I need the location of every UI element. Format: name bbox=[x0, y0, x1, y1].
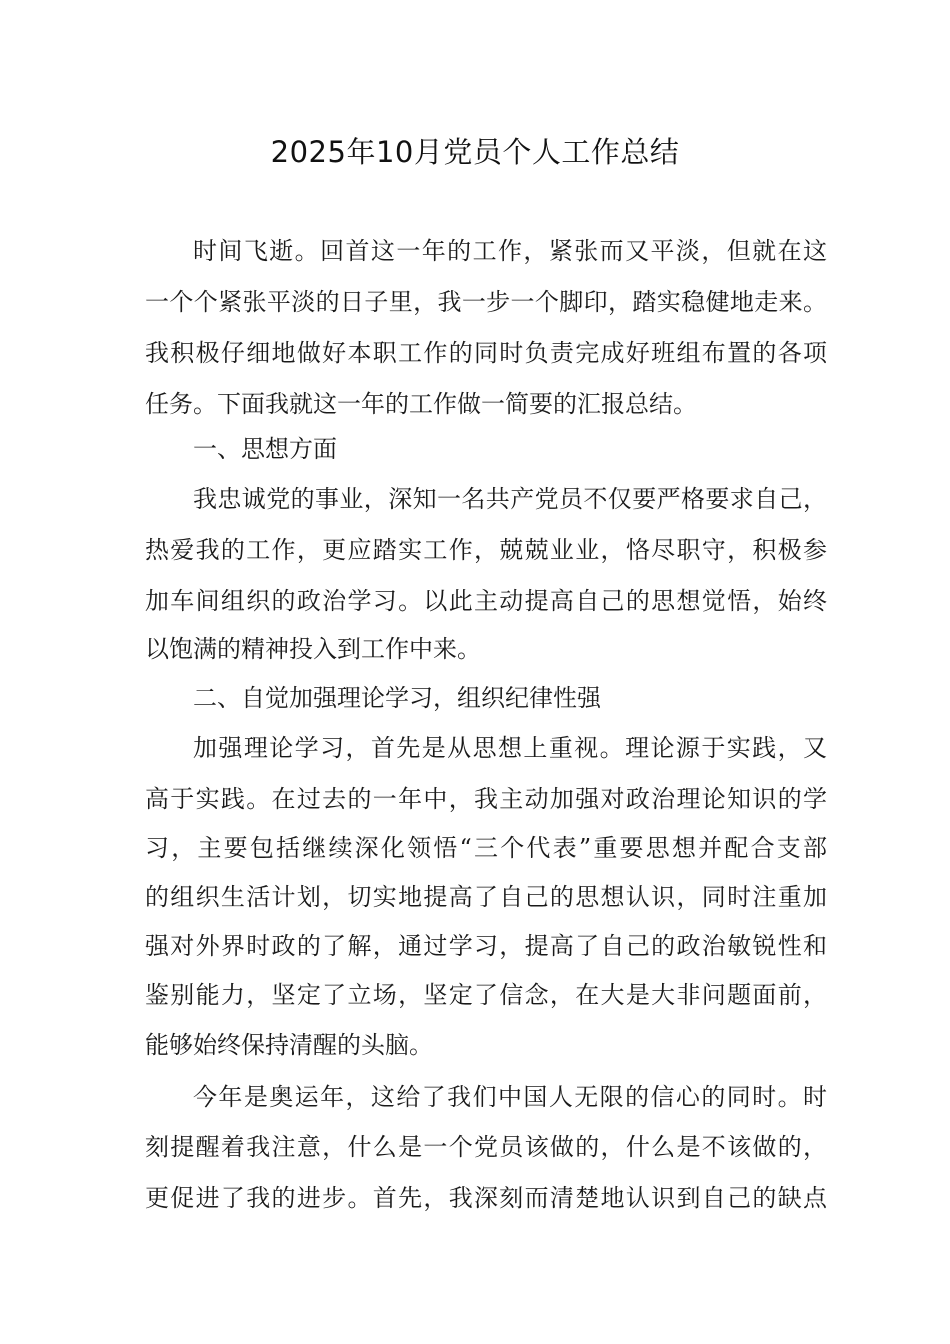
section-heading: 二、自觉加强理论学习，组织纪律性强 bbox=[193, 684, 601, 712]
body-line: 更促进了我的进步。首先，我深刻而清楚地认识到自己的缺点 bbox=[145, 1184, 827, 1212]
body-line: 的组织生活计划，切实地提高了自己的思想认识，同时注重加 bbox=[145, 883, 827, 911]
body-line: 任务。下面我就这一年的工作做一简要的汇报总结。 bbox=[145, 390, 697, 418]
section-heading: 一、思想方面 bbox=[193, 435, 337, 463]
body-line: 热爱我的工作，更应踏实工作，兢兢业业，恪尽职守，积极参 bbox=[145, 536, 827, 564]
body-line: 加车间组织的政治学习。以此主动提高自己的思想觉悟，始终 bbox=[145, 587, 827, 615]
body-line: 强对外界时政的了解，通过学习，提高了自己的政治敏锐性和 bbox=[145, 932, 827, 960]
document-title: 2025年10月党员个人工作总结 bbox=[270, 135, 680, 169]
body-line: 刻提醒着我注意，什么是一个党员该做的，什么是不该做的， bbox=[145, 1133, 827, 1161]
body-line: 能够始终保持清醒的头脑。 bbox=[145, 1031, 433, 1059]
body-line: 我积极仔细地做好本职工作的同时负责完成好班组布置的各项 bbox=[145, 339, 827, 367]
body-line: 习，主要包括继续深化领悟“三个代表”重要思想并配合支部 bbox=[145, 834, 827, 862]
body-line: 时间飞逝。回首这一年的工作，紧张而又平淡，但就在这 bbox=[193, 237, 827, 265]
body-line: 加强理论学习，首先是从思想上重视。理论源于实践，又 bbox=[193, 734, 827, 762]
body-line: 高于实践。在过去的一年中，我主动加强对政治理论知识的学 bbox=[145, 785, 827, 813]
body-line: 我忠诚党的事业，深知一名共产党员不仅要严格要求自己， bbox=[193, 485, 827, 513]
body-line: 一个个紧张平淡的日子里，我一步一个脚印，踏实稳健地走来。 bbox=[145, 288, 827, 316]
body-line: 鉴别能力，坚定了立场，坚定了信念，在大是大非问题面前， bbox=[145, 981, 827, 1009]
body-line: 以饱满的精神投入到工作中来。 bbox=[145, 635, 481, 663]
body-line: 今年是奥运年，这给了我们中国人无限的信心的同时。时 bbox=[193, 1083, 827, 1111]
